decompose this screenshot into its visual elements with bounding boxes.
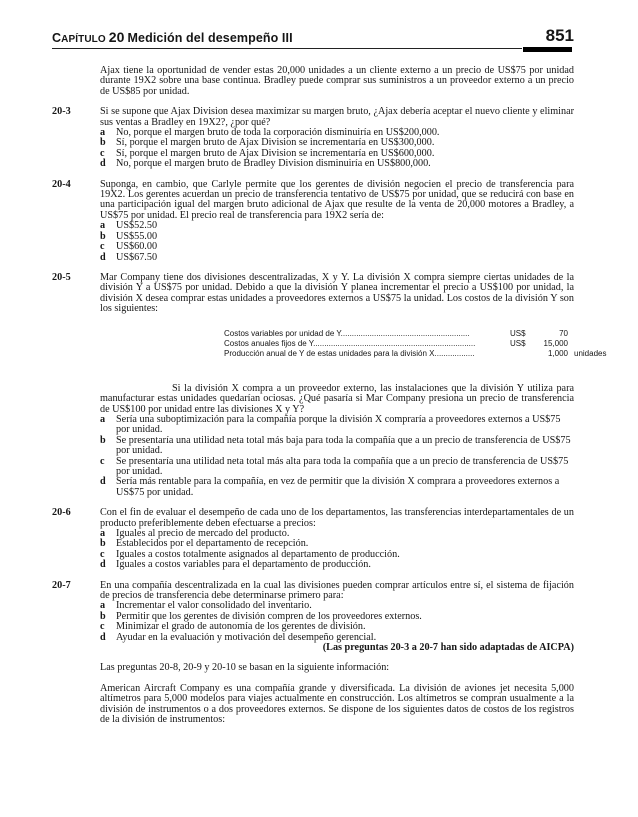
cost-label: Producción anual de Y de estas unidades para la división X.................. xyxy=(224,349,475,359)
chapter-word-rest: APÍTULO xyxy=(61,34,106,45)
option-d xyxy=(100,253,574,263)
option-text: US$52.50 xyxy=(116,220,158,232)
header-tab-block xyxy=(523,47,572,52)
question-continuation xyxy=(100,384,574,415)
option-letter: b xyxy=(100,538,106,550)
option-letter: d xyxy=(100,476,106,488)
cost-table xyxy=(224,328,607,360)
option-list xyxy=(100,601,574,643)
cost-row xyxy=(224,339,574,349)
option-text: Sería una suboptimización para la compañía porque la división X compraría a proveedores externos a US$75 por unidad. xyxy=(116,413,561,436)
chapter-word-initial: C xyxy=(52,31,62,45)
option-letter: d xyxy=(100,251,106,263)
chapter-number: 20 xyxy=(108,29,125,45)
option-letter: b xyxy=(100,610,106,622)
option-text: Se presentaría una utilidad neta total más alta para toda la compañía que a un precio de transferencia de US$75 por unidad. xyxy=(116,455,569,477)
option-d xyxy=(100,159,574,169)
question-20-6 xyxy=(52,508,574,570)
option-text: No, porque el margen bruto de Bradley Division disminuiría en US$800,000. xyxy=(116,158,431,170)
running-header xyxy=(52,26,574,46)
option-list xyxy=(100,221,574,263)
option-text: No, porque el margen bruto de toda la corporación disminuiría en US$200,000. xyxy=(116,127,440,139)
option-text: US$60.00 xyxy=(116,241,158,253)
option-text: Sería más rentable para la compañía, en vez de permitir que la división X comprara a proveedores externos a US$75 por unidad. xyxy=(116,476,560,498)
option-text: Sí, porque el margen bruto de Ajax Division se incrementaría en US$600,000. xyxy=(116,147,435,159)
option-b xyxy=(100,232,574,242)
cost-value: 15,000 xyxy=(543,338,568,348)
cost-row xyxy=(224,349,607,359)
option-letter: c xyxy=(100,455,105,467)
option-letter: a xyxy=(100,220,106,232)
option-text: US$67.50 xyxy=(116,251,158,263)
option-text: Iguales a costos totalmente asignados al departamento de producción. xyxy=(116,548,400,560)
chapter-heading xyxy=(52,29,293,45)
question-number: 20-4 xyxy=(52,178,71,190)
info-note: Las preguntas 20-8, 20-9 y 20-10 se basan en la siguiente información: xyxy=(100,662,390,674)
option-d xyxy=(100,560,574,570)
continuation-text: Si la división X compra a un proveedor externo, las instalaciones que la división Y utiliza para manufacturar estas unidades quedarían ociosas. ¿Qué pasaría si Mar Company presiona un precio de transferencia de US$100 por unidad entre las divisiones X y Y? xyxy=(100,382,574,415)
final-paragraph: American Aircraft Company es una compañía grande y diversificada. La división de aviones jet necesita 5,000 altímetros para 5,000 modelos para viajes actualmente en construcción. Los altímetros se compran usualmente a la división de instrumentos o a dos proveedores externos. Se dispone de los siguientes datos de costos de los registros de la división de instrumentos: xyxy=(100,682,574,726)
option-text: Iguales al precio de mercado del producto. xyxy=(116,527,290,539)
option-d xyxy=(100,633,574,643)
option-text: Establecidos por el departamento de recepción. xyxy=(116,538,309,550)
option-letter: d xyxy=(100,158,106,170)
option-letter: b xyxy=(100,137,106,149)
option-letter: b xyxy=(100,230,106,242)
option-letter: c xyxy=(100,548,105,560)
option-list xyxy=(100,529,574,571)
option-letter: a xyxy=(100,127,106,139)
chapter-title: Medición del desempeño III xyxy=(127,31,293,45)
question-text: Mar Company tiene dos divisiones descentralizadas, X y Y. La división X compra siempre ciertas unidades de la división Y a US$75 por unidad. Debido a que la división Y planea incrementar el precio a US$100 por unidad, la división X desea comprar estas unidades a proveedores externos a US$75 la unidad. Los costos de la división Y son los siguientes: xyxy=(100,271,574,315)
question-20-4 xyxy=(52,180,574,263)
cost-label: Costos anuales fijos de Y......................................................................... xyxy=(224,338,476,348)
intro-paragraph: Ajax tiene la oportunidad de vender estas 20,000 unidades a un cliente externo a un precio de US$75 por unidad durante 19X2 sobre una base continua. Bradley puede comprar sus suministros a un proveedor externo a un precio de US$85 por unidad. xyxy=(100,65,574,97)
cost-label: Costos variables por unidad de Y.......................................................... xyxy=(224,328,470,338)
option-letter: a xyxy=(100,413,106,425)
option-letter: c xyxy=(100,241,105,253)
option-letter: d xyxy=(100,559,106,571)
question-number: 20-7 xyxy=(52,579,71,591)
cost-currency: US$ xyxy=(510,338,526,348)
option-c xyxy=(100,242,574,252)
question-text: Si se supone que Ajax Division desea maximizar su margen bruto, ¿Ajax debería aceptar el nuevo cliente y eliminar sus ventas a Bradley en 19X2?, ¿por qué? xyxy=(100,106,574,128)
question-number: 20-5 xyxy=(52,271,71,283)
question-text: En una compañía descentralizada en la cual las divisiones pueden comprar artículos entre sí, el sistema de fijación de precios de transferencia debe determinarse primero para: xyxy=(100,579,574,602)
cost-unit: unidades xyxy=(574,349,607,359)
header-rule xyxy=(52,48,522,49)
cost-currency: US$ xyxy=(510,328,526,338)
option-letter: d xyxy=(100,631,106,643)
option-letter: a xyxy=(100,600,106,612)
cost-value: 1,000 xyxy=(547,349,568,359)
question-20-3 xyxy=(52,107,574,169)
option-text: Minimizar el grado de autonomía de los gerentes de división. xyxy=(116,621,366,633)
page-content xyxy=(52,65,607,726)
option-letter: c xyxy=(100,621,105,633)
option-letter: b xyxy=(100,434,106,446)
option-text: Iguales a costos variables para el departamento de producción. xyxy=(116,559,371,571)
question-text: Suponga, en cambio, que Carlyle permite que los gerentes de división negocien el precio de transferencia para 19X2. Los gerentes acuerdan un precio de transferencia tentativo de US$75 por unidad, que se reducirá con base en una participación igual del margen bruto adicional de Ajax que resulte de la venta de 20,000 motores a Bradley, a US$75 por unidad. El precio real de transferencia para 19X2 sería de: xyxy=(100,178,574,221)
option-text: Permitir que los gerentes de división compren de los proveedores externos. xyxy=(116,610,422,622)
question-number: 20-6 xyxy=(52,507,71,519)
question-text: Con el fin de evaluar el desempeño de cada uno de los departamentos, las transferencias interdepartamentales de un producto preferiblemente deben efectuarse a precios: xyxy=(100,507,574,529)
option-a xyxy=(100,415,574,436)
option-text: Ayudar en la evaluación y motivación del desempeño gerencial. xyxy=(116,631,377,643)
page-number: 851 xyxy=(545,26,574,45)
source-attribution: (Las preguntas 20-3 a 20-7 han sido adaptadas de AICPA) xyxy=(322,642,574,654)
option-text: US$55.00 xyxy=(116,230,158,242)
cost-value: 70 xyxy=(559,328,568,338)
option-text: Sí, porque el margen bruto de Ajax Division se incrementaría en US$300,000. xyxy=(116,137,435,149)
option-list xyxy=(100,415,574,498)
option-text: Se presentaría una utilidad neta total más baja para toda la compañía que a un precio de transferencia de US$75 por unidad. xyxy=(116,434,571,457)
option-a xyxy=(100,221,574,231)
cost-row xyxy=(224,329,574,339)
option-d xyxy=(100,477,574,498)
option-letter: c xyxy=(100,147,105,159)
option-list xyxy=(100,128,574,170)
option-letter: a xyxy=(100,527,106,539)
option-c xyxy=(100,457,574,478)
question-20-7 xyxy=(52,581,574,654)
option-text: Incrementar el valor consolidado del inventario. xyxy=(116,600,312,612)
option-b xyxy=(100,436,574,457)
question-number: 20-3 xyxy=(52,106,71,118)
question-20-5 xyxy=(52,271,607,498)
